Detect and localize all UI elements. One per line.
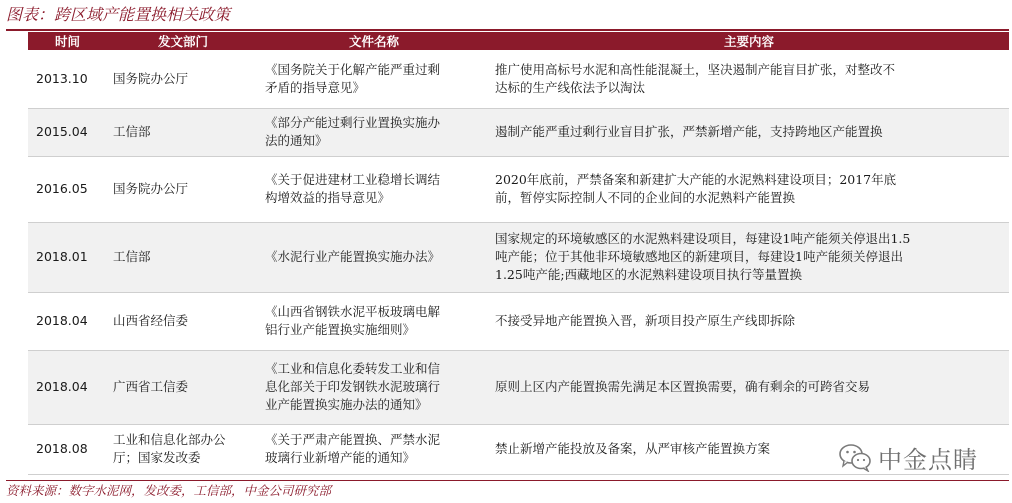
cell-content: 国家规定的环境敏感区的水泥熟料建设项目，每建设1吨产能须关停退出1.5 吨产能；位于其他非环境敏感地区的新建项目，每建设1吨产能须关停退出 1.25吨产能;西藏地区的水泥熟料建设项目执行等量置换	[489, 222, 1009, 292]
table-header-row	[28, 32, 1009, 50]
cell-date: 2018.01	[28, 222, 107, 292]
cell-dept: 广西省工信委	[107, 350, 259, 424]
header-content: 主要内容	[489, 32, 1009, 50]
cell-dept: 国务院办公厅	[107, 50, 259, 108]
table-row	[28, 108, 1009, 156]
cell-content: 2020年底前，严禁备案和新建扩大产能的水泥熟料建设项目；2017年底 前，暂停实际控制人不同的企业间的水泥熟料产能置换	[489, 156, 1009, 222]
cell-doc: 《关于促进建材工业稳增长调结 构增效益的指导意见》	[259, 156, 489, 222]
table-row	[28, 50, 1009, 108]
table-row	[28, 350, 1009, 424]
cell-date: 2018.04	[28, 292, 107, 350]
header-dept: 发文部门	[107, 32, 259, 50]
cell-date: 2018.04	[28, 350, 107, 424]
header-doc: 文件名称	[259, 32, 489, 50]
table-row	[28, 156, 1009, 222]
cell-doc: 《山西省钢铁水泥平板玻璃电解 铝行业产能置换实施细则》	[259, 292, 489, 350]
table-row	[28, 222, 1009, 292]
cell-dept: 国务院办公厅	[107, 156, 259, 222]
title-rule	[6, 29, 1009, 31]
watermark-text: 中金点睛	[878, 445, 978, 474]
chart-title: 图表：跨区域产能置换相关政策	[6, 5, 231, 24]
cell-doc: 《工业和信息化委转发工业和信 息化部关于印发钢铁水泥玻璃行 业产能置换实施办法的通知》	[259, 350, 489, 424]
cell-dept: 工信部	[107, 222, 259, 292]
cell-content: 原则上区内产能置换需先满足本区置换需要，确有剩余的可跨省交易	[489, 350, 1009, 424]
footer-rule	[6, 480, 1009, 481]
cell-content: 推广使用高标号水泥和高性能混凝土，坚决遏制产能盲目扩张，对整改不 达标的生产线依法予以淘汰	[489, 50, 1009, 108]
cell-content: 不接受异地产能置换入晋，新项目投产原生产线即拆除	[489, 292, 1009, 350]
cell-dept: 工信部	[107, 108, 259, 156]
table-row	[28, 292, 1009, 350]
cell-content: 禁止新增产能投放及备案，从严审核产能置换方案	[489, 424, 1009, 474]
cell-content: 遏制产能严重过剩行业盲目扩张，严禁新增产能，支持跨地区产能置换	[489, 108, 1009, 156]
cell-doc: 《水泥行业产能置换实施办法》	[259, 222, 489, 292]
policy-table	[28, 32, 1009, 475]
wechat-icon	[838, 442, 872, 472]
cell-doc: 《部分产能过剩行业置换实施办 法的通知》	[259, 108, 489, 156]
cell-date: 2016.05	[28, 156, 107, 222]
cell-date: 2015.04	[28, 108, 107, 156]
watermark	[838, 440, 978, 474]
cell-doc: 《关于严肃产能置换、严禁水泥 玻璃行业新增产能的通知》	[259, 424, 489, 474]
cell-dept: 山西省经信委	[107, 292, 259, 350]
cell-doc: 《国务院关于化解产能严重过剩 矛盾的指导意见》	[259, 50, 489, 108]
header-date: 时间	[28, 32, 107, 50]
cell-date: 2018.08	[28, 424, 107, 474]
cell-date: 2013.10	[28, 50, 107, 108]
source-note: 资料来源：数字水泥网，发改委，工信部，中金公司研究部	[6, 483, 332, 498]
cell-dept: 工业和信息化部办公 厅；国家发改委	[107, 424, 259, 474]
